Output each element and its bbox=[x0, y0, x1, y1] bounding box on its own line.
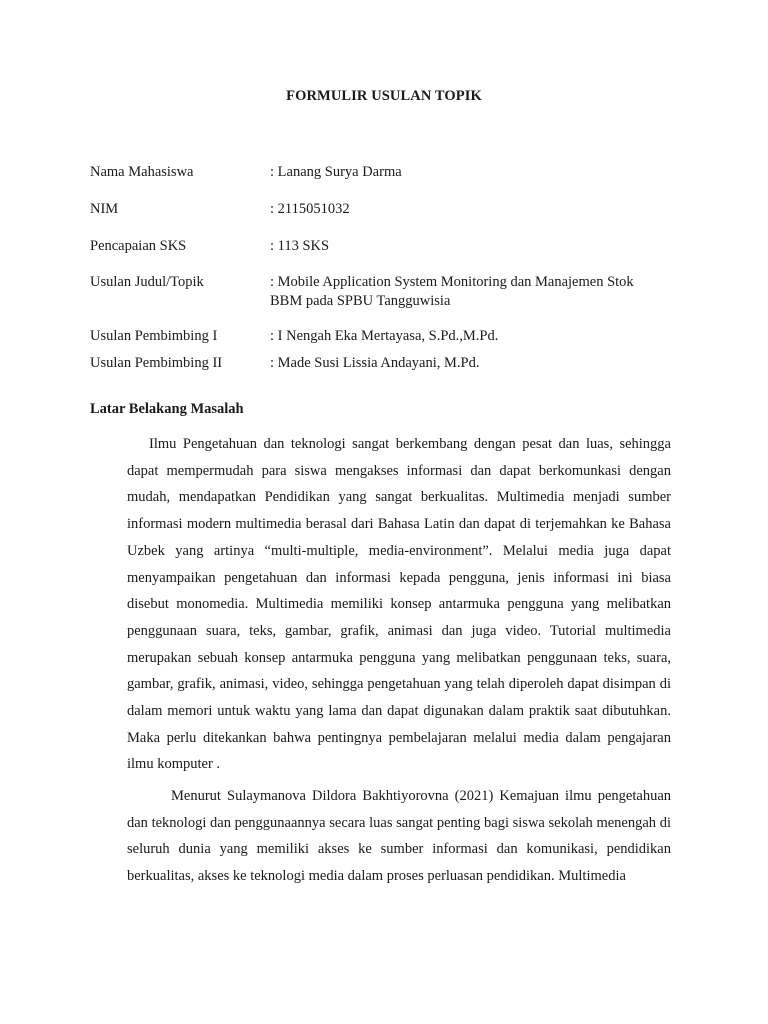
body-paragraph-2: Menurut Sulaymanova Dildora Bakhtiyorovna (2021) Kemajuan ilmu pengetahuan dan teknologi dan penggunaannya secara luas sangat penting bagi siswa sekolah menengah di seluruh dunia yang memiliki akses ke sumber informasi dan komunikasi, pendidikan berkualitas, akses ke teknologi media dalam proses perluasan pendidikan. Multimedia bbox=[127, 788, 671, 885]
section-heading: Latar Belakang Masalah bbox=[90, 401, 244, 417]
field-label-nama: Nama Mahasiswa bbox=[90, 164, 194, 180]
field-value-judul: : Mobile Application System Monitoring dan Manajemen Stok BBM pada SPBU Tangguwisia bbox=[270, 274, 634, 309]
field-value-pembimbing-1: : I Nengah Eka Mertayasa, S.Pd.,M.Pd. bbox=[270, 328, 499, 344]
body-paragraph-1: Ilmu Pengetahuan dan teknologi sangat berkembang dengan pesat dan luas, sehingga dapat mempermudah para siswa mengakses informasi dan dapat berkomunkasi dengan mudah, mendapatkan Pendidikan yang sangat berkualitas. Multimedia menjadi sumber informasi modern multimedia berasal dari Bahasa Latin dan dapat di terjemahkan ke Bahasa Uzbek yang artinya “multi-multiple, media-environment”. Melalui media juga dapat menyampaikan pengetahuan dan informasi kepada pengguna, jenis informasi ini biasa disebut monomedia. Multimedia memiliki konsep antarmuka pengguna yang melibatkan penggunaan suara, teks, gambar, grafik, animasi dan juga video. Tutorial multimedia merupakan sebuah konsep antarmuka pengguna yang melibatkan penggunaan teks, suara, gambar, grafik, animasi, video, sehingga pengetahuan yang telah diperoleh dapat disimpan di dalam memori untuk waktu yang lama dan dapat digunakan dalam praktik saat dibutuhkan. Maka perlu ditekankan bahwa pentingnya pembelajaran melalui media dalam pengajaran ilmu komputer . bbox=[127, 436, 671, 773]
field-label-sks: Pencapaian SKS bbox=[90, 238, 187, 254]
field-value-nama: : Lanang Surya Darma bbox=[270, 164, 402, 180]
field-value-sks: : 113 SKS bbox=[270, 238, 330, 254]
field-label-pembimbing-2: Usulan Pembimbing II bbox=[90, 355, 223, 371]
field-label-judul: Usulan Judul/Topik bbox=[90, 274, 204, 290]
field-value-pembimbing-2: : Made Susi Lissia Andayani, M.Pd. bbox=[270, 355, 480, 371]
form-title: FORMULIR USULAN TOPIK bbox=[286, 88, 482, 104]
field-label-pembimbing-1: Usulan Pembimbing I bbox=[90, 328, 218, 344]
field-label-nim: NIM bbox=[90, 201, 119, 217]
field-value-nim: : 2115051032 bbox=[270, 201, 350, 217]
